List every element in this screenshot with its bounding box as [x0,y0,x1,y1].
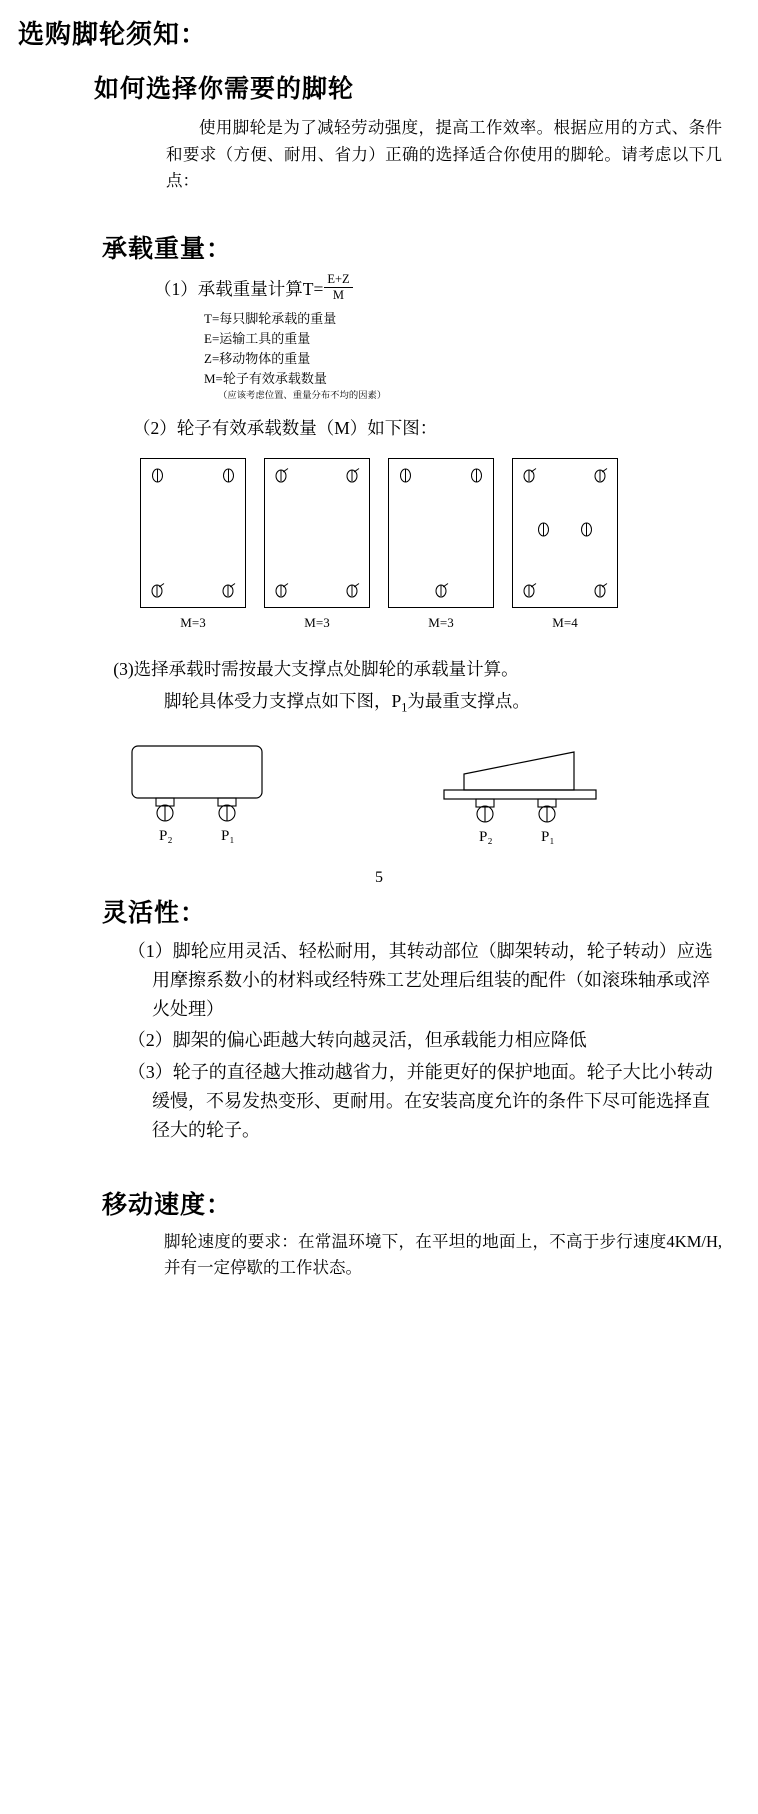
caster-swivel-icon [220,582,237,599]
flexibility-item-1: （1）脚轮应用灵活、轻松耐用，其转动部位（脚架转动，轮子转动）应选用摩擦系数小的材料或经特殊工艺处理后组装的配件（如滚珠轴承或淬火处理） [127,941,713,1019]
load-item-3-text-a: 脚轮具体受力支撑点如下图，P [164,690,402,711]
definition-z: Z=移动物体的重量 [204,351,311,367]
figure-1 [140,458,246,631]
definition-note: （应该考虑位置、重量分布不均的因素） [218,391,387,402]
fraction [324,272,352,302]
definition-m: M=轮子有效承载数量 [204,371,327,387]
load-formula-line [14,273,744,303]
intro-paragraph: 使用脚轮是为了减轻劳动强度，提高工作效率。根据应用的方式、条件和要求（方便、耐用、省力）正确的选择适合你使用的脚轮。请考虑以下几点： [166,118,722,191]
caster-icon [535,521,552,538]
support-label-p2: P₂ [479,829,493,846]
figure-caption: M=4 [552,614,578,630]
caster-swivel-icon [344,467,361,484]
caster-icon [578,521,595,538]
caster-swivel-icon [433,582,450,599]
caster-icon [468,467,485,484]
caster-icon [220,467,237,484]
section-heading-speed: 移动速度： [102,1191,233,1219]
figure-caption: M=3 [180,614,206,630]
definition-t: T=每只脚轮承载的重量 [204,310,337,326]
support-figure-right [434,736,644,859]
support-label-p1: P₁ [221,828,235,845]
figure-4 [512,458,618,631]
caster-swivel-icon [592,467,609,484]
caster-swivel-icon [273,467,290,484]
figure-caption: M=3 [304,614,330,630]
load-item-3-line-2 [14,687,744,718]
flexibility-list [14,937,744,1145]
support-label-p1: P₁ [541,829,555,846]
caster-swivel-icon [592,582,609,599]
caster-swivel-icon [149,582,166,599]
load-item-3-subscript: 1 [401,700,408,715]
definition-e: E=运输工具的重量 [204,331,311,347]
support-figure-left [114,736,324,859]
page-number: 5 [375,869,383,887]
load-item-3-text-b: 为最重支撑点。 [407,690,530,711]
caster-swivel-icon [273,582,290,599]
flexibility-item-2: （2）脚架的偏心距越大转向越灵活，但承载能力相应降低 [127,1030,587,1051]
document-title: 选购脚轮须知： [18,20,208,49]
plate-4 [512,458,618,608]
support-diagram-box [114,736,324,854]
speed-paragraph: 脚轮速度的要求：在常温环境下，在平坦的地面上，不高于步行速度4KM/H,并有一定停歇的工作状态。 [164,1231,722,1278]
load-item-3-line-1: (3)选择承载时需按最大支撑点处脚轮的承载量计算。 [113,658,519,679]
load-formula-label: （1）承载重量计算T= [154,278,324,299]
formula-definitions [14,309,744,404]
section-heading-load-weight: 承载重量： [102,236,233,264]
caster-swivel-icon [344,582,361,599]
caster-layout-figures [14,458,744,631]
figure-2 [264,458,370,631]
caster-icon [397,467,414,484]
plate-1 [140,458,246,608]
fraction-numerator: E+Z [327,272,350,287]
flexibility-item-3: （3）轮子的直径越大推动越省力，并能更好的保护地面。轮子大比小转动缓慢，不易发热变形、更耐用。在安装高度允许的条件下尽可能选择直径大的轮子。 [127,1062,713,1140]
section-heading-flexibility: 灵活性： [102,900,207,928]
load-item-2: （2）轮子有效承载数量（M）如下图： [133,417,438,438]
support-point-figures [14,736,744,859]
figure-caption: M=3 [428,614,454,630]
section-heading-how-to-choose: 如何选择你需要的脚轮 [94,76,355,103]
fraction-denominator: M [324,287,352,302]
plate-3 [388,458,494,608]
caster-swivel-icon [521,582,538,599]
support-label-p2: P₂ [159,828,173,845]
figure-3 [388,458,494,631]
support-diagram-wedge [434,736,644,854]
caster-icon [149,467,166,484]
caster-swivel-icon [521,467,538,484]
plate-2 [264,458,370,608]
